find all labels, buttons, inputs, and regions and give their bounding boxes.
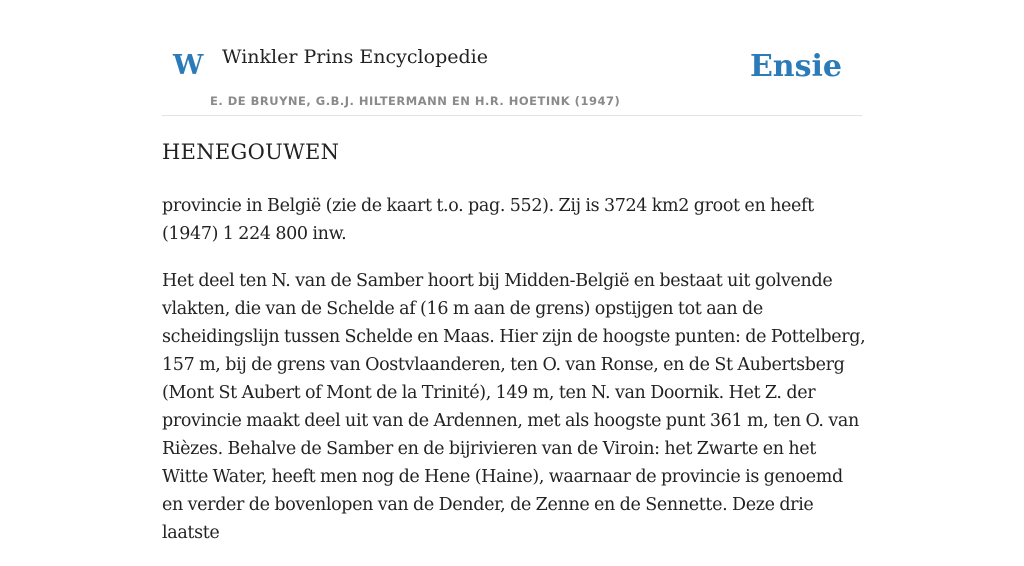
authors-line: E. DE BRUYNE, G.B.J. HILTERMANN EN H.R. HOETINK (1947) <box>210 94 621 108</box>
article-title: HENEGOUWEN <box>162 140 340 164</box>
article-paragraph: provincie in België (zie de kaart t.o. pag. 552). Zij is 3724 km2 groot en heeft (1947) 1 224 800 inw. <box>162 196 814 244</box>
article-body <box>162 192 866 566</box>
ensie-logo[interactable]: Ensie <box>749 49 842 84</box>
article-paragraph: Het deel ten N. van de Samber hoort bij Midden-België en bestaat uit golvende vlakten, die van de Schelde af (16 m aan de grens) opstijgen tot aan de scheidingslijn tussen Schelde en Maas. Hier zijn de hoogste punten: de Pottelberg, 157 m, bij de grens van Oostvlaanderen, ten O. van Ronse, en de St Aubertsberg (Mont St Aubert of Mont de la Trinité), 149 m, ten N. van Doornik. Het Z. der provincie maakt deel uit van de Ardennen, met als hoogste punt 361 m, ten O. van Rièzes. Behalve de Samber en de bijrivieren van de Viroin: het Zwarte en het Witte Water, heeft men nog de Hene (Haine), waarnaar de provincie is genoemd en verder de bovenlopen van de Dender, de Zenne en de Sennette. Deze drie laatste <box>162 271 866 543</box>
site-header <box>162 0 862 116</box>
winkler-prins-logo[interactable]: W <box>173 50 204 81</box>
site-title[interactable]: Winkler Prins Encyclopedie <box>222 46 488 68</box>
